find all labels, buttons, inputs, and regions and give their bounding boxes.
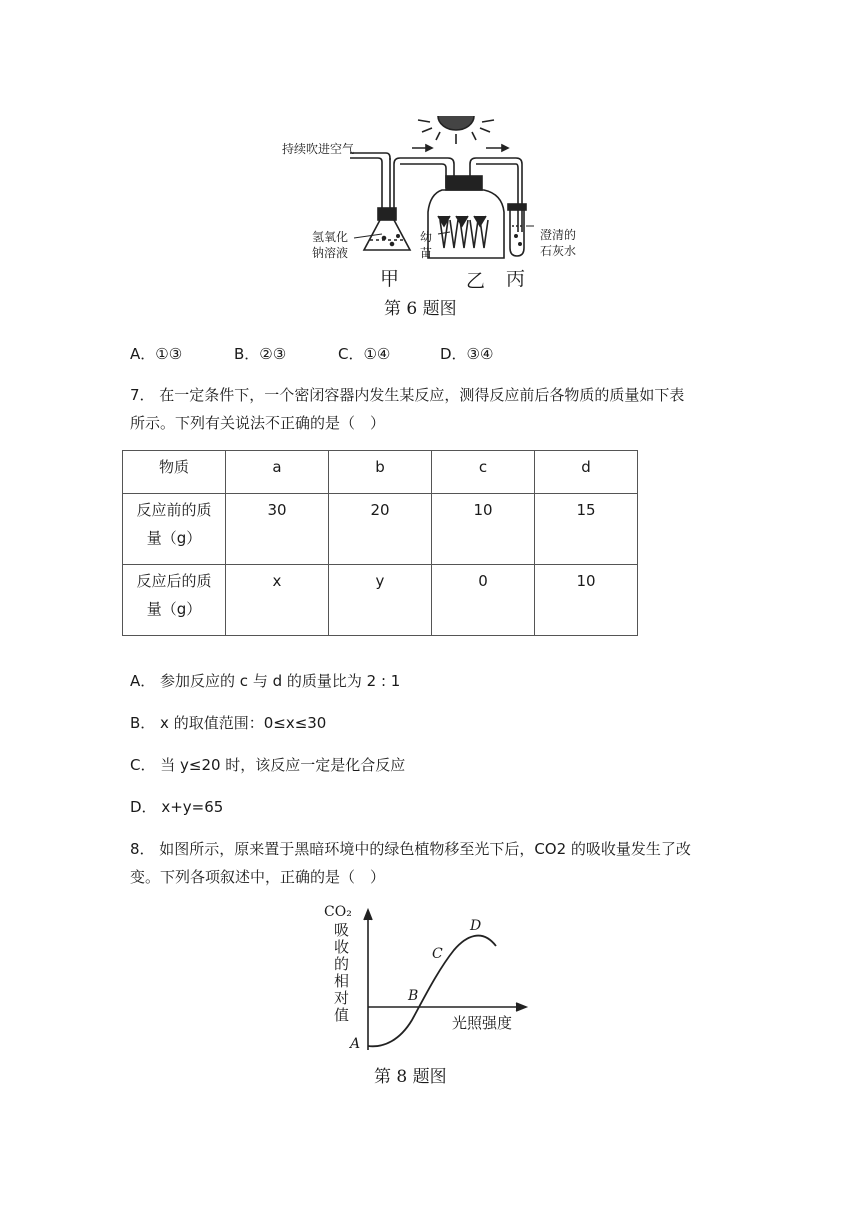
apparatus-jia-label: 甲	[380, 268, 400, 290]
flask-jia	[364, 208, 410, 250]
y-axis-label-char: 对	[334, 989, 350, 1007]
table-row-label	[123, 494, 226, 565]
naoh-label-2: 钠溶液	[312, 246, 349, 260]
figure-6	[270, 108, 600, 323]
q7-option-a: A． 参加反应的 c 与 d 的质量比为 2 : 1	[130, 672, 401, 690]
air-label: 持续吹进空气	[282, 142, 355, 156]
table-header-cell: b	[329, 451, 432, 494]
q8-stem-line1: 8． 如图所示，原来置于黑暗环境中的绿色植物移至光下后，CO2 的吸收量发生了改	[130, 840, 691, 858]
naoh-label-1: 氢氧化	[312, 230, 349, 244]
point-b-label: B	[408, 988, 419, 1004]
figure-8	[320, 900, 540, 1090]
table-header-cell: 物质	[123, 451, 226, 494]
seedling-label-1: 幼	[420, 230, 433, 244]
y-axis-co2-label: CO₂	[324, 904, 352, 920]
row-label-line: 量（g）	[146, 600, 202, 618]
figure-6-caption: 第 6 题图	[384, 299, 457, 319]
figure-8-caption: 第 8 题图	[374, 1067, 447, 1087]
table-header-row	[123, 451, 638, 494]
x-axis-label: 光照强度	[452, 1014, 513, 1032]
q7-stem-line1: 7． 在一定条件下，一个密闭容器内发生某反应，测得反应前后各物质的质量如下表	[130, 386, 685, 404]
y-axis-label	[334, 922, 350, 1024]
table-row	[123, 494, 638, 565]
sun-icon	[418, 116, 494, 144]
seedling-label-2: 苗	[420, 246, 433, 260]
table-cell: 10	[432, 494, 535, 565]
limewater-label-1: 澄清的	[540, 228, 577, 242]
point-a-label: A	[350, 1036, 361, 1052]
point-c-label: C	[432, 946, 443, 962]
q8-stem-line2: 变。下列各项叙述中，正确的是（ ）	[130, 868, 386, 886]
q6-option-b: B．②③	[234, 345, 287, 363]
limewater-label-2: 石灰水	[540, 244, 577, 258]
table-row	[123, 565, 638, 636]
apparatus-bing-label: 丙	[506, 268, 526, 290]
row-label-line: 反应后的质	[136, 572, 212, 590]
y-axis-label-char: 相	[334, 972, 350, 990]
q7-option-b: B． x 的取值范围：0≤x≤30	[130, 714, 327, 732]
point-d-label: D	[470, 918, 482, 934]
table-header-cell: d	[535, 451, 638, 494]
x-axis-arrow	[516, 1003, 526, 1011]
y-axis-label-char: 吸	[334, 921, 350, 939]
q7-stem-line2: 所示。下列有关说法不正确的是（ ）	[130, 414, 386, 432]
table-cell: y	[329, 565, 432, 636]
q6-option-d: D．③④	[440, 345, 494, 363]
q7-option-d: D． x+y=65	[130, 798, 224, 816]
y-axis-label-char: 的	[334, 955, 350, 973]
table-row-label	[123, 565, 226, 636]
table-cell: x	[226, 565, 329, 636]
row-label-line: 量（g）	[146, 529, 202, 547]
table-cell: 30	[226, 494, 329, 565]
testtube-bing	[508, 204, 526, 256]
table-cell: 20	[329, 494, 432, 565]
table-cell: 0	[432, 565, 535, 636]
y-axis-label-char: 收	[334, 938, 350, 956]
table-cell: 15	[535, 494, 638, 565]
q7-mass-table	[122, 450, 638, 636]
table-header-cell: a	[226, 451, 329, 494]
y-axis-label-char: 值	[334, 1006, 350, 1024]
table-header-cell: c	[432, 451, 535, 494]
apparatus-yi-label: 乙	[466, 270, 486, 292]
table-cell: 10	[535, 565, 638, 636]
q6-option-a: A．①③	[130, 345, 183, 363]
q7-option-c: C． 当 y≤20 时，该反应一定是化合反应	[130, 756, 406, 774]
row-label-line: 反应前的质	[136, 501, 212, 519]
q6-option-c: C．①④	[338, 345, 391, 363]
y-axis-arrow	[364, 910, 372, 920]
